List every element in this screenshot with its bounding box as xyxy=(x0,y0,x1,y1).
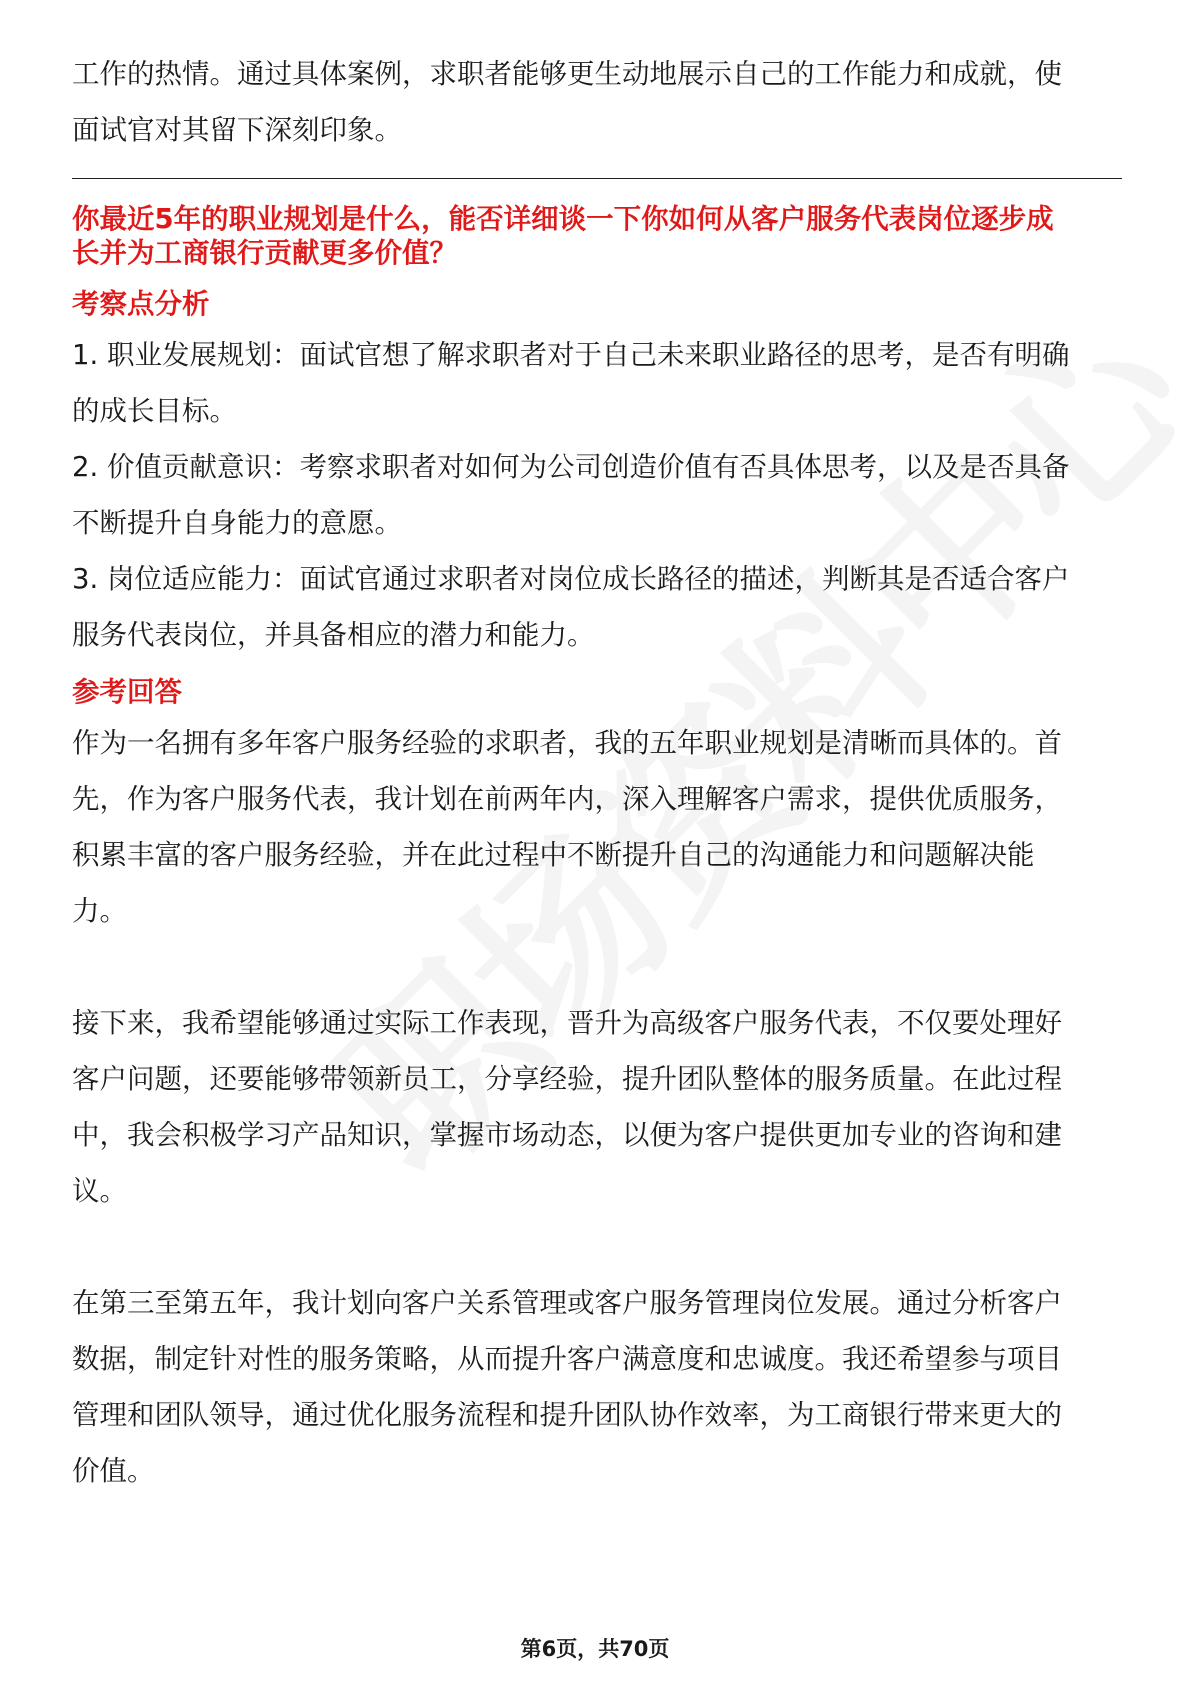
page-content xyxy=(72,46,1122,1499)
answer-line: 在第三至第五年，我计划向客户关系管理或客户服务管理岗位发展。通过分析客户 xyxy=(72,1287,1062,1319)
reference-answer xyxy=(72,715,1122,1499)
question-line: 长并为工商银行贡献更多价值？ xyxy=(72,237,457,269)
intro-line: 工作的热情。通过具体案例，求职者能够更生动地展示自己的工作能力和成就，使 xyxy=(72,58,1062,90)
answer-line: 客户问题，还要能够带领新员工，分享经验，提升团队整体的服务质量。在此过程 xyxy=(72,1063,1062,1095)
divider xyxy=(72,178,1122,179)
answer-line: 中，我会积极学习产品知识，掌握市场动态，以便为客户提供更加专业的咨询和建 xyxy=(72,1119,1062,1151)
point-line: 不断提升自身能力的意愿。 xyxy=(72,507,402,539)
reference-answer-heading: 参考回答 xyxy=(72,676,182,708)
answer-paragraph xyxy=(72,995,1122,1219)
point-line: 2. 价值贡献意识：考察求职者对如何为公司创造价值有否具体思考，以及是否具备 xyxy=(72,451,1070,483)
analysis-points xyxy=(72,327,1122,663)
question-line: 你最近5年的职业规划是什么，能否详细谈一下你如何从客户服务代表岗位逐步成 xyxy=(72,203,1054,235)
point-line: 的成长目标。 xyxy=(72,395,237,427)
answer-line: 数据，制定针对性的服务策略，从而提升客户满意度和忠诚度。我还希望参与项目 xyxy=(72,1343,1062,1375)
answer-line: 先，作为客户服务代表，我计划在前两年内，深入理解客户需求，提供优质服务， xyxy=(72,783,1062,815)
analysis-heading: 考察点分析 xyxy=(72,288,210,320)
analysis-point xyxy=(72,551,1122,663)
answer-line: 接下来，我希望能够通过实际工作表现，晋升为高级客户服务代表，不仅要处理好 xyxy=(72,1007,1062,1039)
answer-line: 作为一名拥有多年客户服务经验的求职者，我的五年职业规划是清晰而具体的。首 xyxy=(72,727,1062,759)
analysis-point xyxy=(72,327,1122,439)
page-number: 第6页，共70页 xyxy=(520,1637,670,1661)
answer-paragraph xyxy=(72,715,1122,939)
intro-line: 面试官对其留下深刻印象。 xyxy=(72,114,402,146)
answer-line: 积累丰富的客户服务经验，并在此过程中不断提升自己的沟通能力和问题解决能 xyxy=(72,839,1035,871)
answer-line: 力。 xyxy=(72,895,127,927)
analysis-point xyxy=(72,439,1122,551)
intro-paragraph xyxy=(72,46,1122,158)
answer-line: 价值。 xyxy=(72,1455,155,1487)
interview-question xyxy=(72,202,1122,270)
answer-line: 议。 xyxy=(72,1175,127,1207)
point-line: 3. 岗位适应能力：面试官通过求职者对岗位成长路径的描述，判断其是否适合客户 xyxy=(72,563,1070,595)
answer-line: 管理和团队领导，通过优化服务流程和提升团队协作效率，为工商银行带来更大的 xyxy=(72,1399,1062,1431)
point-line: 服务代表岗位，并具备相应的潜力和能力。 xyxy=(72,619,595,651)
point-line: 1. 职业发展规划：面试官想了解求职者对于自己未来职业路径的思考，是否有明确 xyxy=(72,339,1070,371)
answer-paragraph xyxy=(72,1275,1122,1499)
